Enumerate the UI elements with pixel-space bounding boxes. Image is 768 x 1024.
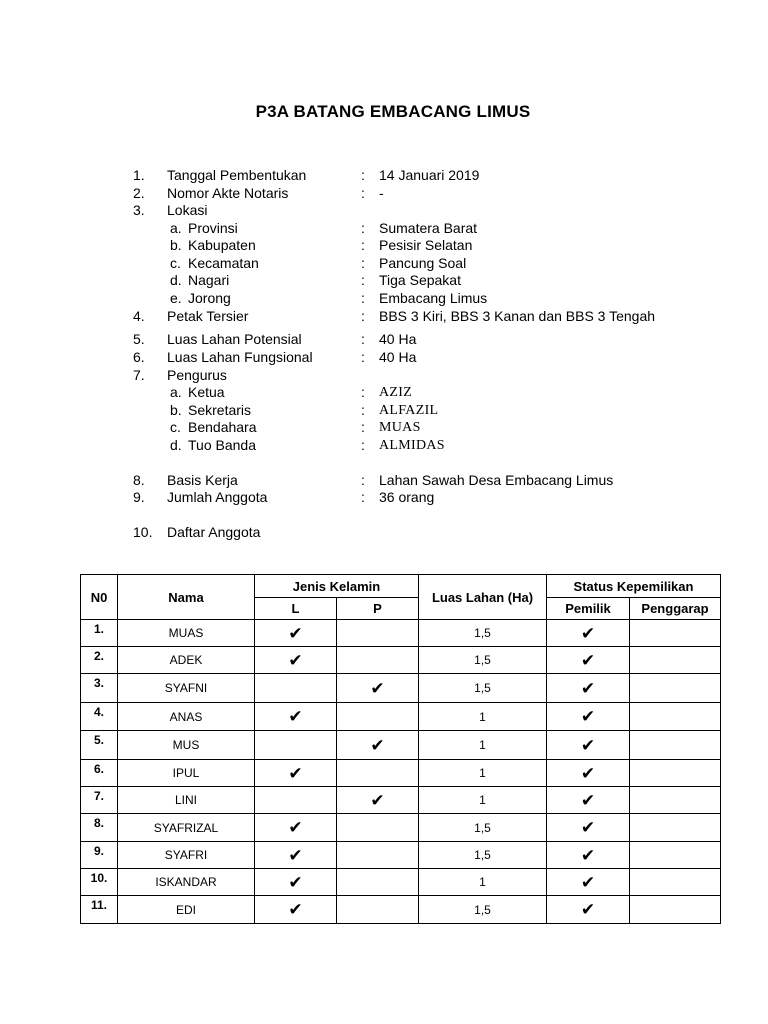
item-label: Tanggal Pembentukan bbox=[167, 167, 307, 183]
cell-pemilik bbox=[547, 703, 630, 731]
cell-no: 10. bbox=[81, 869, 118, 896]
sub-value: Pancung Soal bbox=[379, 255, 467, 271]
sub-value: Tiga Sepakat bbox=[379, 272, 461, 288]
item-number: 4. bbox=[133, 308, 145, 324]
cell-luas: 1,5 bbox=[419, 896, 547, 924]
cell-luas: 1,5 bbox=[419, 674, 547, 703]
cell-penggarap bbox=[630, 814, 721, 842]
sub-value: Sumatera Barat bbox=[379, 220, 478, 236]
check-icon: ✔ bbox=[288, 623, 303, 643]
item-value: Lahan Sawah Desa Embacang Limus bbox=[379, 472, 614, 488]
sub-label: Ketua bbox=[188, 384, 225, 400]
check-icon: ✔ bbox=[580, 845, 596, 865]
sub-value: Embacang Limus bbox=[379, 290, 488, 306]
sub-letter: e. bbox=[170, 290, 182, 306]
item-label: Nomor Akte Notaris bbox=[167, 185, 289, 201]
header-luas-lahan: Luas Lahan (Ha) bbox=[419, 575, 547, 620]
item-colon: : bbox=[361, 349, 365, 365]
table-row bbox=[81, 647, 721, 674]
cell-pemilik bbox=[547, 869, 630, 896]
sub-label: Jorong bbox=[188, 290, 231, 306]
cell-penggarap bbox=[630, 674, 721, 703]
check-icon: ✔ bbox=[288, 650, 303, 670]
sub-colon: : bbox=[361, 419, 365, 435]
check-icon: ✔ bbox=[580, 735, 596, 755]
cell-no: 7. bbox=[81, 787, 118, 814]
header-penggarap: Penggarap bbox=[630, 598, 721, 620]
table-row bbox=[81, 731, 721, 760]
table-row bbox=[81, 842, 721, 869]
sub-letter: d. bbox=[170, 272, 182, 288]
cell-penggarap bbox=[630, 760, 721, 787]
item-number: 2. bbox=[133, 185, 145, 201]
cell-gender-l bbox=[255, 703, 337, 731]
sub-value: MUAS bbox=[379, 420, 421, 435]
check-icon: ✔ bbox=[288, 707, 303, 726]
item-colon: : bbox=[361, 185, 365, 201]
table-row bbox=[81, 760, 721, 787]
cell-nama: EDI bbox=[118, 896, 255, 924]
item-number: 6. bbox=[133, 349, 145, 365]
sub-colon: : bbox=[361, 437, 365, 453]
sub-colon: : bbox=[361, 255, 365, 271]
sub-label: Kecamatan bbox=[188, 255, 259, 271]
item-value: - bbox=[379, 185, 384, 201]
table-row bbox=[81, 896, 721, 924]
cell-no: 11. bbox=[81, 896, 118, 924]
cell-pemilik bbox=[547, 620, 630, 647]
cell-luas: 1 bbox=[419, 760, 547, 787]
cell-penggarap bbox=[630, 731, 721, 760]
table-row bbox=[81, 674, 721, 703]
sub-letter: c. bbox=[170, 255, 181, 271]
item-value: 36 orang bbox=[379, 489, 435, 505]
check-icon: ✔ bbox=[288, 845, 303, 865]
member-table bbox=[80, 574, 721, 924]
cell-gender-p bbox=[337, 814, 419, 842]
sub-value: ALMIDAS bbox=[379, 438, 445, 453]
item-value: 14 Januari 2019 bbox=[379, 167, 480, 183]
sub-colon: : bbox=[361, 220, 365, 236]
cell-gender-l bbox=[255, 814, 337, 842]
cell-pemilik bbox=[547, 674, 630, 703]
check-icon: ✔ bbox=[580, 818, 596, 837]
sub-value: ALFAZIL bbox=[379, 403, 439, 418]
item-number: 10. bbox=[133, 524, 153, 540]
item-colon: : bbox=[361, 331, 365, 347]
item-value: 40 Ha bbox=[379, 349, 417, 365]
check-icon: ✔ bbox=[580, 623, 596, 643]
cell-penggarap bbox=[630, 703, 721, 731]
sub-colon: : bbox=[361, 384, 365, 400]
cell-nama: MUS bbox=[118, 731, 255, 760]
cell-gender-p bbox=[337, 674, 419, 703]
cell-gender-p bbox=[337, 842, 419, 869]
cell-nama: SYAFRI bbox=[118, 842, 255, 869]
cell-luas: 1,5 bbox=[419, 620, 547, 647]
cell-gender-l bbox=[255, 842, 337, 869]
item-number: 7. bbox=[133, 367, 145, 383]
cell-gender-l bbox=[255, 760, 337, 787]
cell-gender-l bbox=[255, 896, 337, 924]
cell-luas: 1 bbox=[419, 731, 547, 760]
cell-pemilik bbox=[547, 787, 630, 814]
cell-gender-p bbox=[337, 760, 419, 787]
cell-nama: IPUL bbox=[118, 760, 255, 787]
cell-pemilik bbox=[547, 731, 630, 760]
cell-no: 4. bbox=[81, 703, 118, 731]
cell-gender-l bbox=[255, 869, 337, 896]
item-value: BBS 3 Kiri, BBS 3 Kanan dan BBS 3 Tengah bbox=[379, 308, 656, 324]
cell-no: 5. bbox=[81, 731, 118, 760]
sub-label: Tuo Banda bbox=[188, 437, 256, 453]
check-icon: ✔ bbox=[580, 900, 596, 919]
item-label: Jumlah Anggota bbox=[167, 489, 268, 505]
check-icon: ✔ bbox=[288, 763, 303, 783]
item-label: Lokasi bbox=[167, 202, 208, 218]
item-number: 8. bbox=[133, 472, 145, 488]
sub-letter: b. bbox=[170, 402, 182, 418]
cell-no: 1. bbox=[81, 620, 118, 647]
cell-penggarap bbox=[630, 896, 721, 924]
check-icon: ✔ bbox=[580, 650, 596, 670]
header-nama: Nama bbox=[118, 575, 255, 620]
header-jenis-kelamin: Jenis Kelamin bbox=[255, 575, 419, 598]
check-icon: ✔ bbox=[288, 900, 303, 919]
cell-gender-l bbox=[255, 731, 337, 760]
cell-luas: 1 bbox=[419, 869, 547, 896]
cell-gender-l bbox=[255, 647, 337, 674]
header-l: L bbox=[255, 598, 337, 620]
sub-label: Sekretaris bbox=[188, 402, 252, 418]
item-label: Luas Lahan Potensial bbox=[167, 331, 302, 347]
cell-gender-p bbox=[337, 896, 419, 924]
cell-gender-p bbox=[337, 647, 419, 674]
check-icon: ✔ bbox=[370, 735, 385, 755]
cell-luas: 1,5 bbox=[419, 842, 547, 869]
cell-luas: 1 bbox=[419, 787, 547, 814]
cell-nama: ISKANDAR bbox=[118, 869, 255, 896]
cell-no: 8. bbox=[81, 814, 118, 842]
cell-pemilik bbox=[547, 896, 630, 924]
check-icon: ✔ bbox=[580, 678, 596, 698]
check-icon: ✔ bbox=[370, 678, 385, 698]
check-icon: ✔ bbox=[580, 790, 596, 810]
item-number: 1. bbox=[133, 167, 145, 183]
cell-no: 6. bbox=[81, 760, 118, 787]
cell-gender-p bbox=[337, 869, 419, 896]
cell-pemilik bbox=[547, 760, 630, 787]
table-row bbox=[81, 814, 721, 842]
item-colon: : bbox=[361, 489, 365, 505]
cell-nama: MUAS bbox=[118, 620, 255, 647]
item-number: 5. bbox=[133, 331, 145, 347]
header-status-kepemilikan: Status Kepemilikan bbox=[547, 575, 721, 598]
item-colon: : bbox=[361, 472, 365, 488]
table-row bbox=[81, 620, 721, 647]
item-label: Basis Kerja bbox=[167, 472, 238, 488]
sub-letter: a. bbox=[170, 384, 182, 400]
check-icon: ✔ bbox=[580, 872, 596, 892]
sub-label: Bendahara bbox=[188, 419, 257, 435]
table-row bbox=[81, 703, 721, 731]
item-label: Luas Lahan Fungsional bbox=[167, 349, 313, 365]
item-label: Petak Tersier bbox=[167, 308, 249, 324]
cell-no: 3. bbox=[81, 674, 118, 703]
cell-pemilik bbox=[547, 842, 630, 869]
cell-luas: 1,5 bbox=[419, 814, 547, 842]
cell-nama: SYAFRIZAL bbox=[118, 814, 255, 842]
check-icon: ✔ bbox=[580, 707, 596, 726]
sub-letter: b. bbox=[170, 237, 182, 253]
sub-letter: d. bbox=[170, 437, 182, 453]
cell-penggarap bbox=[630, 842, 721, 869]
cell-luas: 1 bbox=[419, 703, 547, 731]
table-row bbox=[81, 869, 721, 896]
cell-pemilik bbox=[547, 814, 630, 842]
sub-letter: c. bbox=[170, 419, 181, 435]
sub-letter: a. bbox=[170, 220, 182, 236]
cell-nama: ADEK bbox=[118, 647, 255, 674]
cell-no: 9. bbox=[81, 842, 118, 869]
cell-pemilik bbox=[547, 647, 630, 674]
item-value: 40 Ha bbox=[379, 331, 417, 347]
cell-nama: ANAS bbox=[118, 703, 255, 731]
cell-gender-p bbox=[337, 703, 419, 731]
item-colon: : bbox=[361, 308, 365, 324]
cell-penggarap bbox=[630, 869, 721, 896]
cell-gender-l bbox=[255, 620, 337, 647]
sub-label: Nagari bbox=[188, 272, 230, 288]
sub-colon: : bbox=[361, 402, 365, 418]
cell-penggarap bbox=[630, 787, 721, 814]
cell-nama: LINI bbox=[118, 787, 255, 814]
sub-label: Provinsi bbox=[188, 220, 238, 236]
item-number: 3. bbox=[133, 202, 145, 218]
document-title: P3A BATANG EMBACANG LIMUS bbox=[255, 102, 531, 121]
cell-luas: 1,5 bbox=[419, 647, 547, 674]
check-icon: ✔ bbox=[288, 872, 303, 892]
header-pemilik: Pemilik bbox=[547, 598, 630, 620]
cell-gender-l bbox=[255, 674, 337, 703]
item-label: Pengurus bbox=[167, 367, 227, 383]
sub-colon: : bbox=[361, 290, 365, 306]
sub-colon: : bbox=[361, 237, 365, 253]
item-number: 9. bbox=[133, 489, 145, 505]
sub-colon: : bbox=[361, 272, 365, 288]
cell-no: 2. bbox=[81, 647, 118, 674]
header-p: P bbox=[337, 598, 419, 620]
check-icon: ✔ bbox=[288, 818, 303, 837]
header-no: N0 bbox=[81, 575, 118, 620]
sub-value: Pesisir Selatan bbox=[379, 237, 473, 253]
cell-gender-p bbox=[337, 787, 419, 814]
table-row bbox=[81, 787, 721, 814]
cell-nama: SYAFNI bbox=[118, 674, 255, 703]
member-rows bbox=[81, 620, 721, 924]
cell-gender-p bbox=[337, 731, 419, 760]
check-icon: ✔ bbox=[580, 763, 596, 783]
cell-gender-p bbox=[337, 620, 419, 647]
sub-label: Kabupaten bbox=[188, 237, 256, 253]
cell-gender-l bbox=[255, 787, 337, 814]
cell-penggarap bbox=[630, 620, 721, 647]
sub-value: AZIZ bbox=[379, 385, 413, 400]
cell-penggarap bbox=[630, 647, 721, 674]
item-label: Daftar Anggota bbox=[167, 524, 261, 540]
check-icon: ✔ bbox=[370, 790, 385, 810]
item-colon: : bbox=[361, 167, 365, 183]
